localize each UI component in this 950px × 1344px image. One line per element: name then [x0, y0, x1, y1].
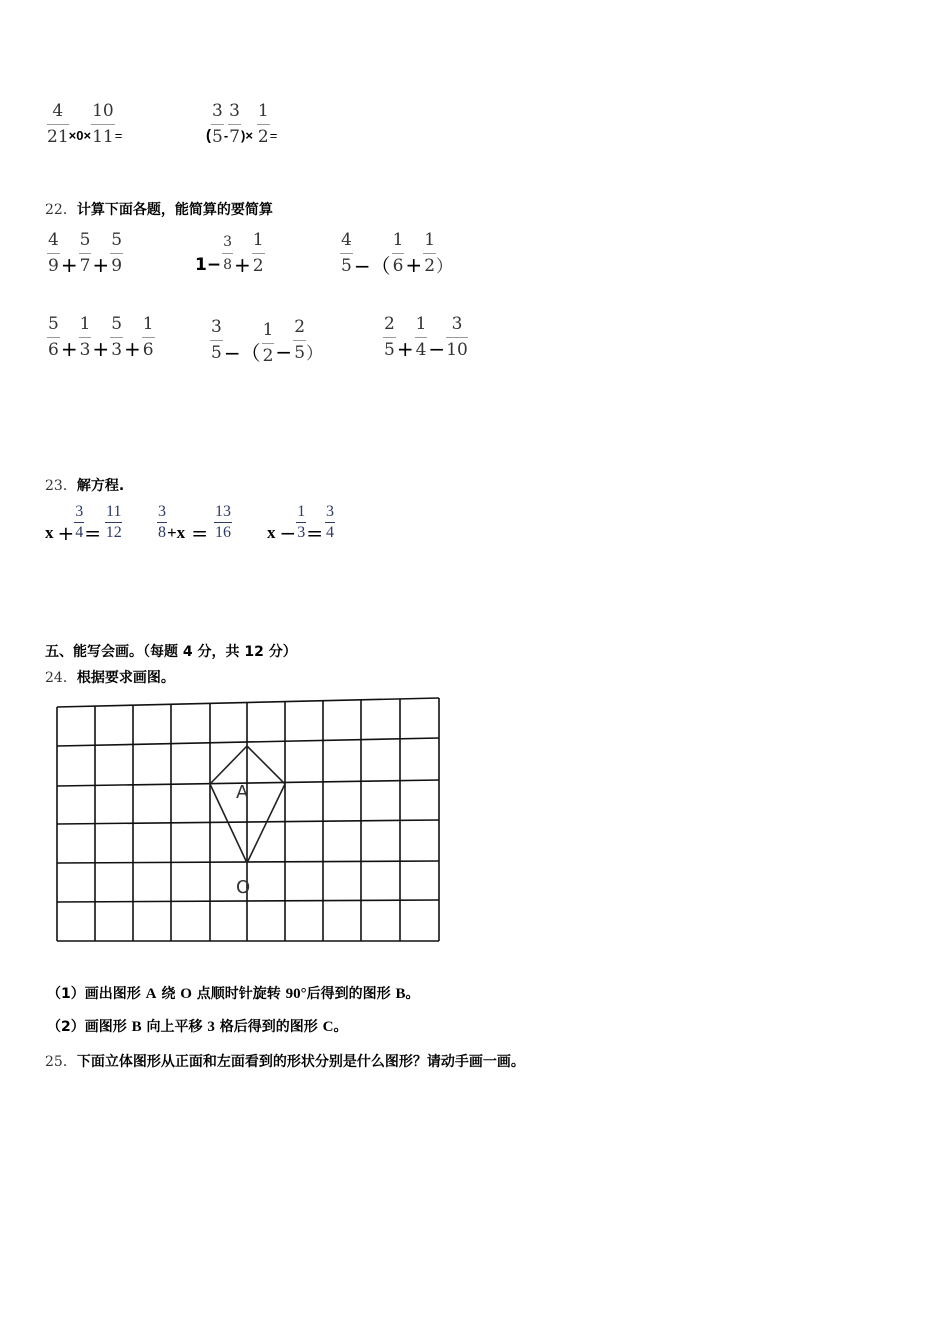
q22-row1-expression-3: $\frac{4}{5}$ −（ $\frac{1}{6}$ + $\frac{1}{2}$ ）	[341, 230, 454, 278]
q22-row2-expression-2: $\frac{3}{5}$ −（ $\frac{1}{2}$ − $\frac{2}{5}$ ）	[211, 317, 324, 366]
label-a: A	[236, 782, 249, 803]
q22-heading: 22．计算下面各题，能简算的要简算	[45, 202, 273, 218]
fraction: $\frac{4}{21}$	[47, 101, 69, 147]
q21-expression-2: ( $\frac{3}{5}$ - $\frac{3}{7}$ )× $\frac{1}{2}$ =	[206, 101, 278, 147]
q24-subquestion-1: （1）画出图形 A 绕 O 点顺时针旋转 90°后得到的图形 B。	[47, 986, 420, 1002]
q25-heading: 25．下面立体图形从正面和左面看到的形状分别是什么图形？请动手画一画。	[45, 1054, 525, 1070]
q23-equation-3: x − $\frac{1}{3}$ = $\frac{3}{4}$	[267, 503, 335, 545]
fraction: $\frac{3}{5}$	[212, 101, 223, 147]
fraction: $\frac{1}{2}$	[257, 101, 269, 147]
q22-row2-expression-1: $\frac{5}{6}$ + $\frac{1}{3}$ + $\frac{5}{3}$ + $\frac{1}{6}$	[48, 314, 154, 361]
q22-row1-expression-1: $\frac{4}{9}$ + $\frac{5}{7}$ + $\frac{5}{9}$	[48, 230, 123, 277]
fraction: $\frac{3}{7}$	[229, 101, 240, 147]
q22-row2-expression-3: $\frac{2}{5}$ + $\frac{1}{4}$ − $\frac{3}{10}$	[384, 314, 468, 361]
grid-figure	[50, 695, 450, 950]
q23-equation-1: x + $\frac{3}{4}$ = $\frac{11}{12}$	[45, 503, 122, 545]
q21-expression-1: $\frac{4}{21}$ ×0× $\frac{10}{11}$ =	[47, 101, 123, 147]
fraction: $\frac{10}{11}$	[92, 101, 114, 147]
section-5-title: 五、能写会画。（每题 4 分，共 12 分）	[45, 644, 297, 660]
q23-heading: 23．解方程.	[45, 478, 125, 494]
q22-row1-expression-2: 1− $\frac{3}{8}$ + $\frac{1}{2}$	[195, 230, 264, 277]
q24-subquestion-2: （2）画图形 B 向上平移 3 格后得到的图形 C。	[47, 1019, 348, 1035]
q24-heading: 24．根据要求画图。	[45, 670, 175, 686]
q23-equation-2: $\frac{3}{8}$ +x = $\frac{13}{16}$	[158, 503, 231, 545]
label-o: O	[236, 877, 251, 898]
